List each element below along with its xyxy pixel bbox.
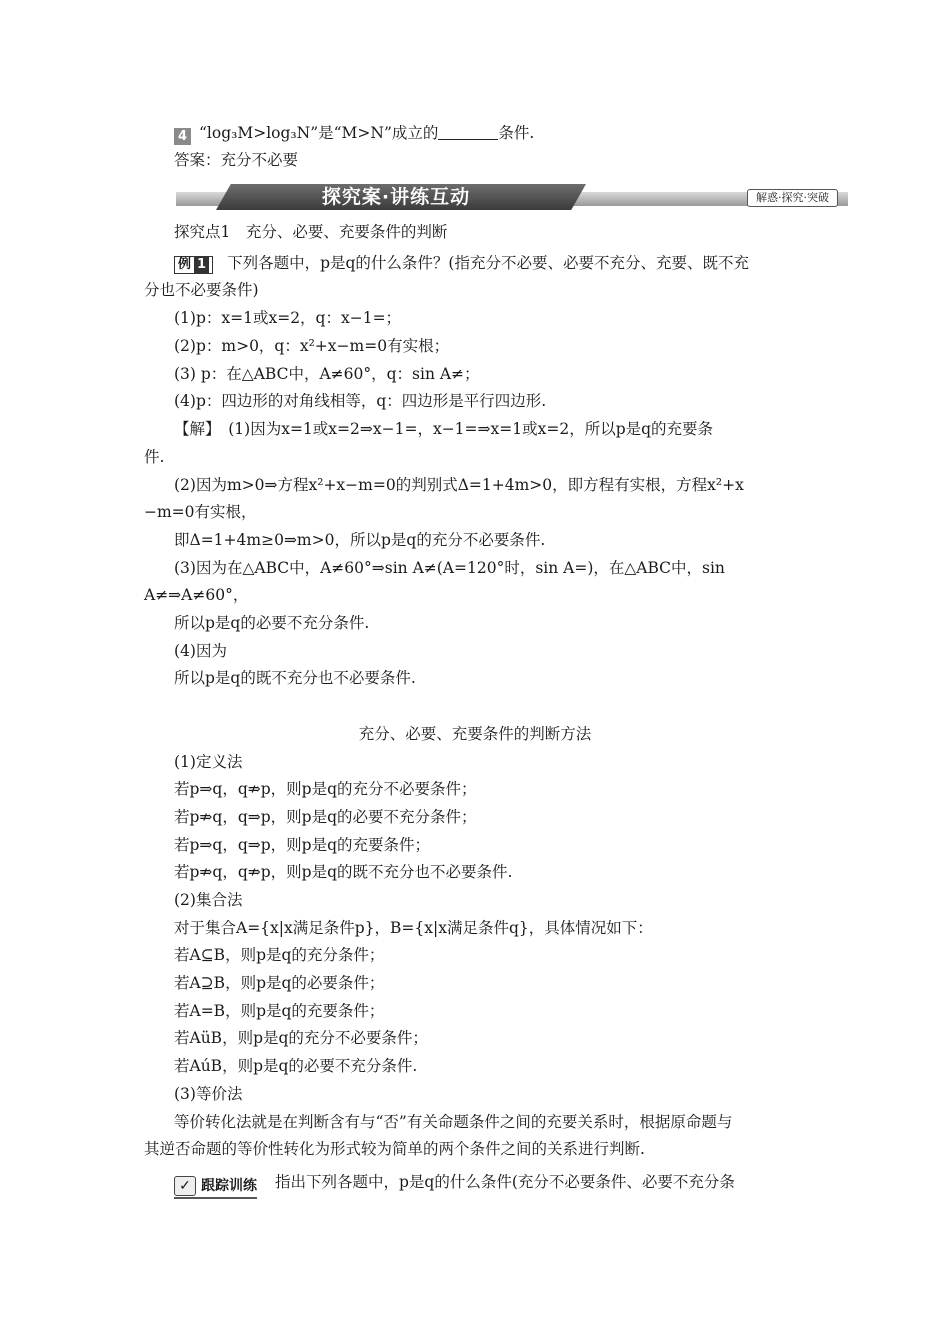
solution-line: 件. [144,448,165,466]
tracking-exercise [174,1172,735,1199]
solution-line: (3)因为在△ABC中，A≠60°⇒sin A≠(A=120°时，sin A=)，在△ABC中，sin [174,559,725,577]
example-number: 1 [194,257,209,273]
method-title: 充分、必要、充要条件的判断方法 [358,725,592,743]
question-4-text: “log₃M>log₃N”是“M>N”成立的 [199,124,439,142]
example-label: 例 [178,257,192,272]
method-line: (2)集合法 [174,891,243,909]
method-line: 等价转化法就是在判断含有与“否”有关命题条件之间的充要关系时，根据原命题与 [174,1113,733,1131]
method-line: 若p⇒q，q⇒p，则p是q的充要条件； [174,836,431,854]
banner-tag: 解惑·探究·突破 [747,189,838,207]
method-line: 若AúB，则p是q的必要不充分条件. [174,1057,418,1075]
example-item: (3) p：在△ABC中，A≠60°，q：sin A≠； [174,365,480,383]
solution-line: 所以p是q的必要不充分条件. [174,614,370,632]
method-line: 若p⇏q，q⇏p，则p是q的既不充分也不必要条件. [174,863,513,881]
tracking-badge [174,1175,257,1199]
example-badge [174,256,213,274]
tracking-label: 跟踪训练 [201,1178,257,1194]
answer-blank [438,125,498,140]
answer-line: 答案：充分不必要 [174,151,299,169]
method-line: 若p⇒q，q⇏p，则p是q的充分不必要条件； [174,780,477,798]
solution-line: A≠⇒A≠60°， [144,586,249,604]
solution-line: 所以p是q的既不充分也不必要条件. [174,669,416,687]
example-stem [174,253,749,274]
tracking-text: 指出下列各题中，p是q的什么条件(充分不必要条件、必要不充分条 [275,1173,735,1191]
checkmark-icon: ✓ [174,1176,196,1196]
method-line: 若A⊆B，则p是q的充分条件； [174,946,385,964]
solution-line: 【解】 (1)因为x=1或x=2⇒x−1=，x−1=⇒x=1或x=2，所以p是q的充要条 [174,420,714,438]
question-number-badge: 4 [174,128,191,145]
example-item: (1)p：x=1或x=2，q：x−1=； [174,309,402,327]
banner-title: 探究案·讲练互动 [321,186,471,208]
tracking-underline [174,1197,257,1199]
example-item: (2)p：m>0，q：x²+x−m=0有实根； [174,337,450,355]
solution-line: −m=0有实根， [144,503,257,521]
example-item: (4)p：四边形的对角线相等，q：四边形是平行四边形. [174,392,547,410]
method-line: 若A=B，则p是q的充要条件； [174,1002,385,1020]
solution-line: 即Δ=1+4m≥0⇒m>0，所以p是q的充分不必要条件. [174,531,546,549]
method-line: 其逆否命题的等价性转化为形式较为简单的两个条件之间的关系进行判断. [144,1140,645,1158]
solution-line: (4)因为 [174,642,227,660]
method-line: 若AüB，则p是q的充分不必要条件； [174,1029,428,1047]
question-4 [174,123,534,145]
example-stem-text: 下列各题中，p是q的什么条件？(指充分不必要、必要不充分、充要、既不充 [227,254,749,272]
method-line: 若p⇏q，q⇒p，则p是q的必要不充分条件； [174,808,477,826]
example-stem-continued: 分也不必要条件) [144,281,259,299]
method-line: (3)等价法 [174,1085,243,1103]
method-line: (1)定义法 [174,753,243,771]
section-banner [176,184,848,210]
section-heading: 探究点1 充分、必要、充要条件的判断 [174,223,448,241]
method-line: 对于集合A={x|x满足条件p}，B={x|x满足条件q}，具体情况如下： [174,919,653,937]
question-4-suffix: 条件. [498,124,535,142]
method-line: 若A⊇B，则p是q的必要条件； [174,974,385,992]
solution-line: (2)因为m>0⇒方程x²+x−m=0的判别式Δ=1+4m>0，即方程有实根，方程x²+x [174,476,744,494]
